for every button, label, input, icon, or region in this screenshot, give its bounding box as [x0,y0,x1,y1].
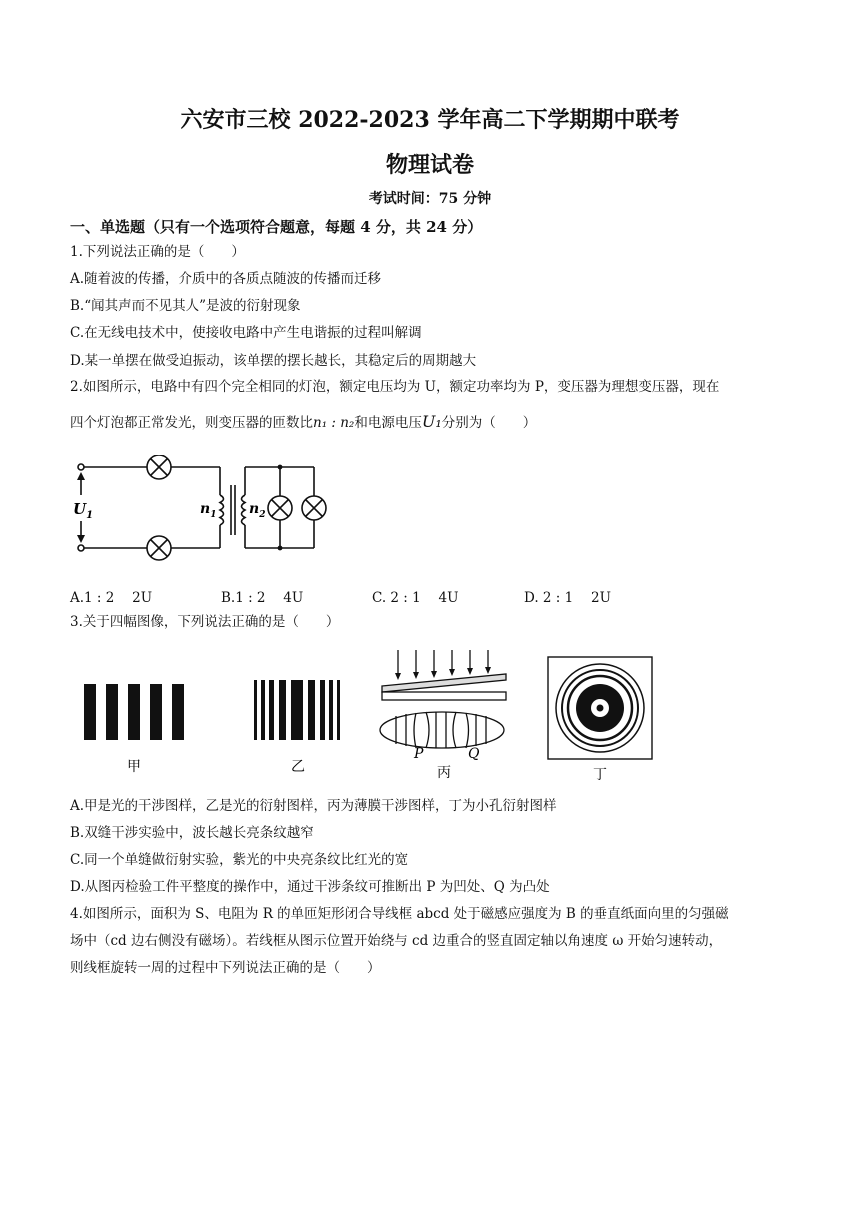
junction-dot [278,546,283,551]
lamp-icon [268,496,292,520]
image-jia-interference [84,684,184,740]
arrow-down-icon [467,668,473,675]
q3-option-c: C.同一个单缝做衍射实验，紫光的中央亮条纹比红光的宽 [70,852,409,868]
arrow-up-icon [77,472,85,480]
arrow-down-icon [431,671,437,678]
terminal-top [78,464,84,470]
exam-title: 六安市三校 2022-2023 学年高二下学期期中联考 [180,107,680,133]
q3-option-d: D.从图丙检验工件平整度的操作中，通过干涉条纹可推断出 P 为凹处、Q 为凸处 [70,879,550,895]
caption-bing: 丙 [437,765,451,781]
secondary-coil [242,495,246,525]
label-u1: $U_1$ [73,500,94,521]
lamp-icon [147,536,171,560]
arrow-down-icon [395,673,401,680]
q2-stem-line1: 2.如图所示，电路中有四个完全相同的灯泡，额定电压均为 U，额定功率均为 P，变压器为理想变压器，现在 [70,379,720,395]
q1-option-a: A.随着波的传播，介质中的各质点随波的传播而迁移 [70,271,382,287]
q1-option-d: D.某一单摆在做受迫振动，该单摆的摆长越长，其稳定后的周期越大 [70,353,477,369]
q2-stem-text-b: 和电源电压 [354,415,422,431]
q2-option-b: B.1 : 2 4U [221,590,304,606]
q3-stem: 3.关于四幅图像，下列说法正确的是（ ） [70,614,340,630]
lamp-icon [147,455,171,479]
q2-option-d: D. 2 : 1 2U [524,590,611,606]
label-n2: $n_2$ [249,501,266,520]
caption-ding: 丁 [593,767,607,783]
q2-stem-line2 [70,413,536,432]
q3-option-b: B.双缝干涉实验中，波长越长亮条纹越窄 [70,825,314,841]
image-ding-hole-diffraction [548,657,652,759]
q1-option-c: C.在无线电技术中，使接收电路中产生电谐振的过程叫解调 [70,325,422,341]
q4-stem-line2: 场中（cd 边右侧没有磁场）。若线框从图示位置开始绕与 cd 边重合的竖直固定轴以角速度 ω 开始匀速转动， [70,933,723,949]
arrow-down-icon [485,667,491,674]
image-bing-thin-film [380,650,506,748]
arrow-down-icon [413,672,419,679]
q4-stem-line3: 则线框旋转一周的过程中下列说法正确的是（ ） [70,960,381,976]
q2-turns-ratio: n₁ : n₂ [313,415,355,431]
q2-stem-text-a: 四个灯泡都正常发光，则变压器的匝数比 [70,415,313,431]
q1-option-b: B.“闻其声而不见其人”是波的衍射现象 [70,298,301,314]
caption-yi: 乙 [291,759,305,775]
junction-dot [278,465,283,470]
lamp-icon [302,496,326,520]
q2-stem-text-c: 分别为（ ） [441,415,537,431]
image-yi-diffraction [254,680,340,740]
q3-four-images [70,640,670,790]
q2-option-c: C. 2 : 1 4U [372,590,459,606]
label-p: P [414,746,424,762]
label-n1: $n_1$ [200,501,217,520]
transformer-circuit-diagram [70,455,340,570]
caption-jia: 甲 [127,759,141,775]
q2-option-a: A.1 : 2 2U [70,590,153,606]
primary-coil [220,495,224,525]
exam-time: 考试时间：75 分钟 [368,191,492,207]
arrow-down-icon [77,535,85,543]
arrow-down-icon [449,669,455,676]
terminal-bottom [78,545,84,551]
label-q: Q [468,746,480,762]
q1-stem: 1.下列说法正确的是（ ） [70,244,245,260]
section-heading: 一、单选题（只有一个选项符合题意，每题 4 分，共 24 分） [70,218,483,236]
q4-stem-line1: 4.如图所示，面积为 S、电阻为 R 的单匝矩形闭合导线框 abcd 处于磁感应强度为 B 的垂直纸面向里的匀强磁 [70,906,729,922]
q2-source-voltage: U₁ [421,412,442,431]
exam-subtitle: 物理试卷 [385,152,474,178]
q3-option-a: A.甲是光的干涉图样，乙是光的衍射图样，丙为薄膜干涉图样，丁为小孔衍射图样 [70,798,557,814]
